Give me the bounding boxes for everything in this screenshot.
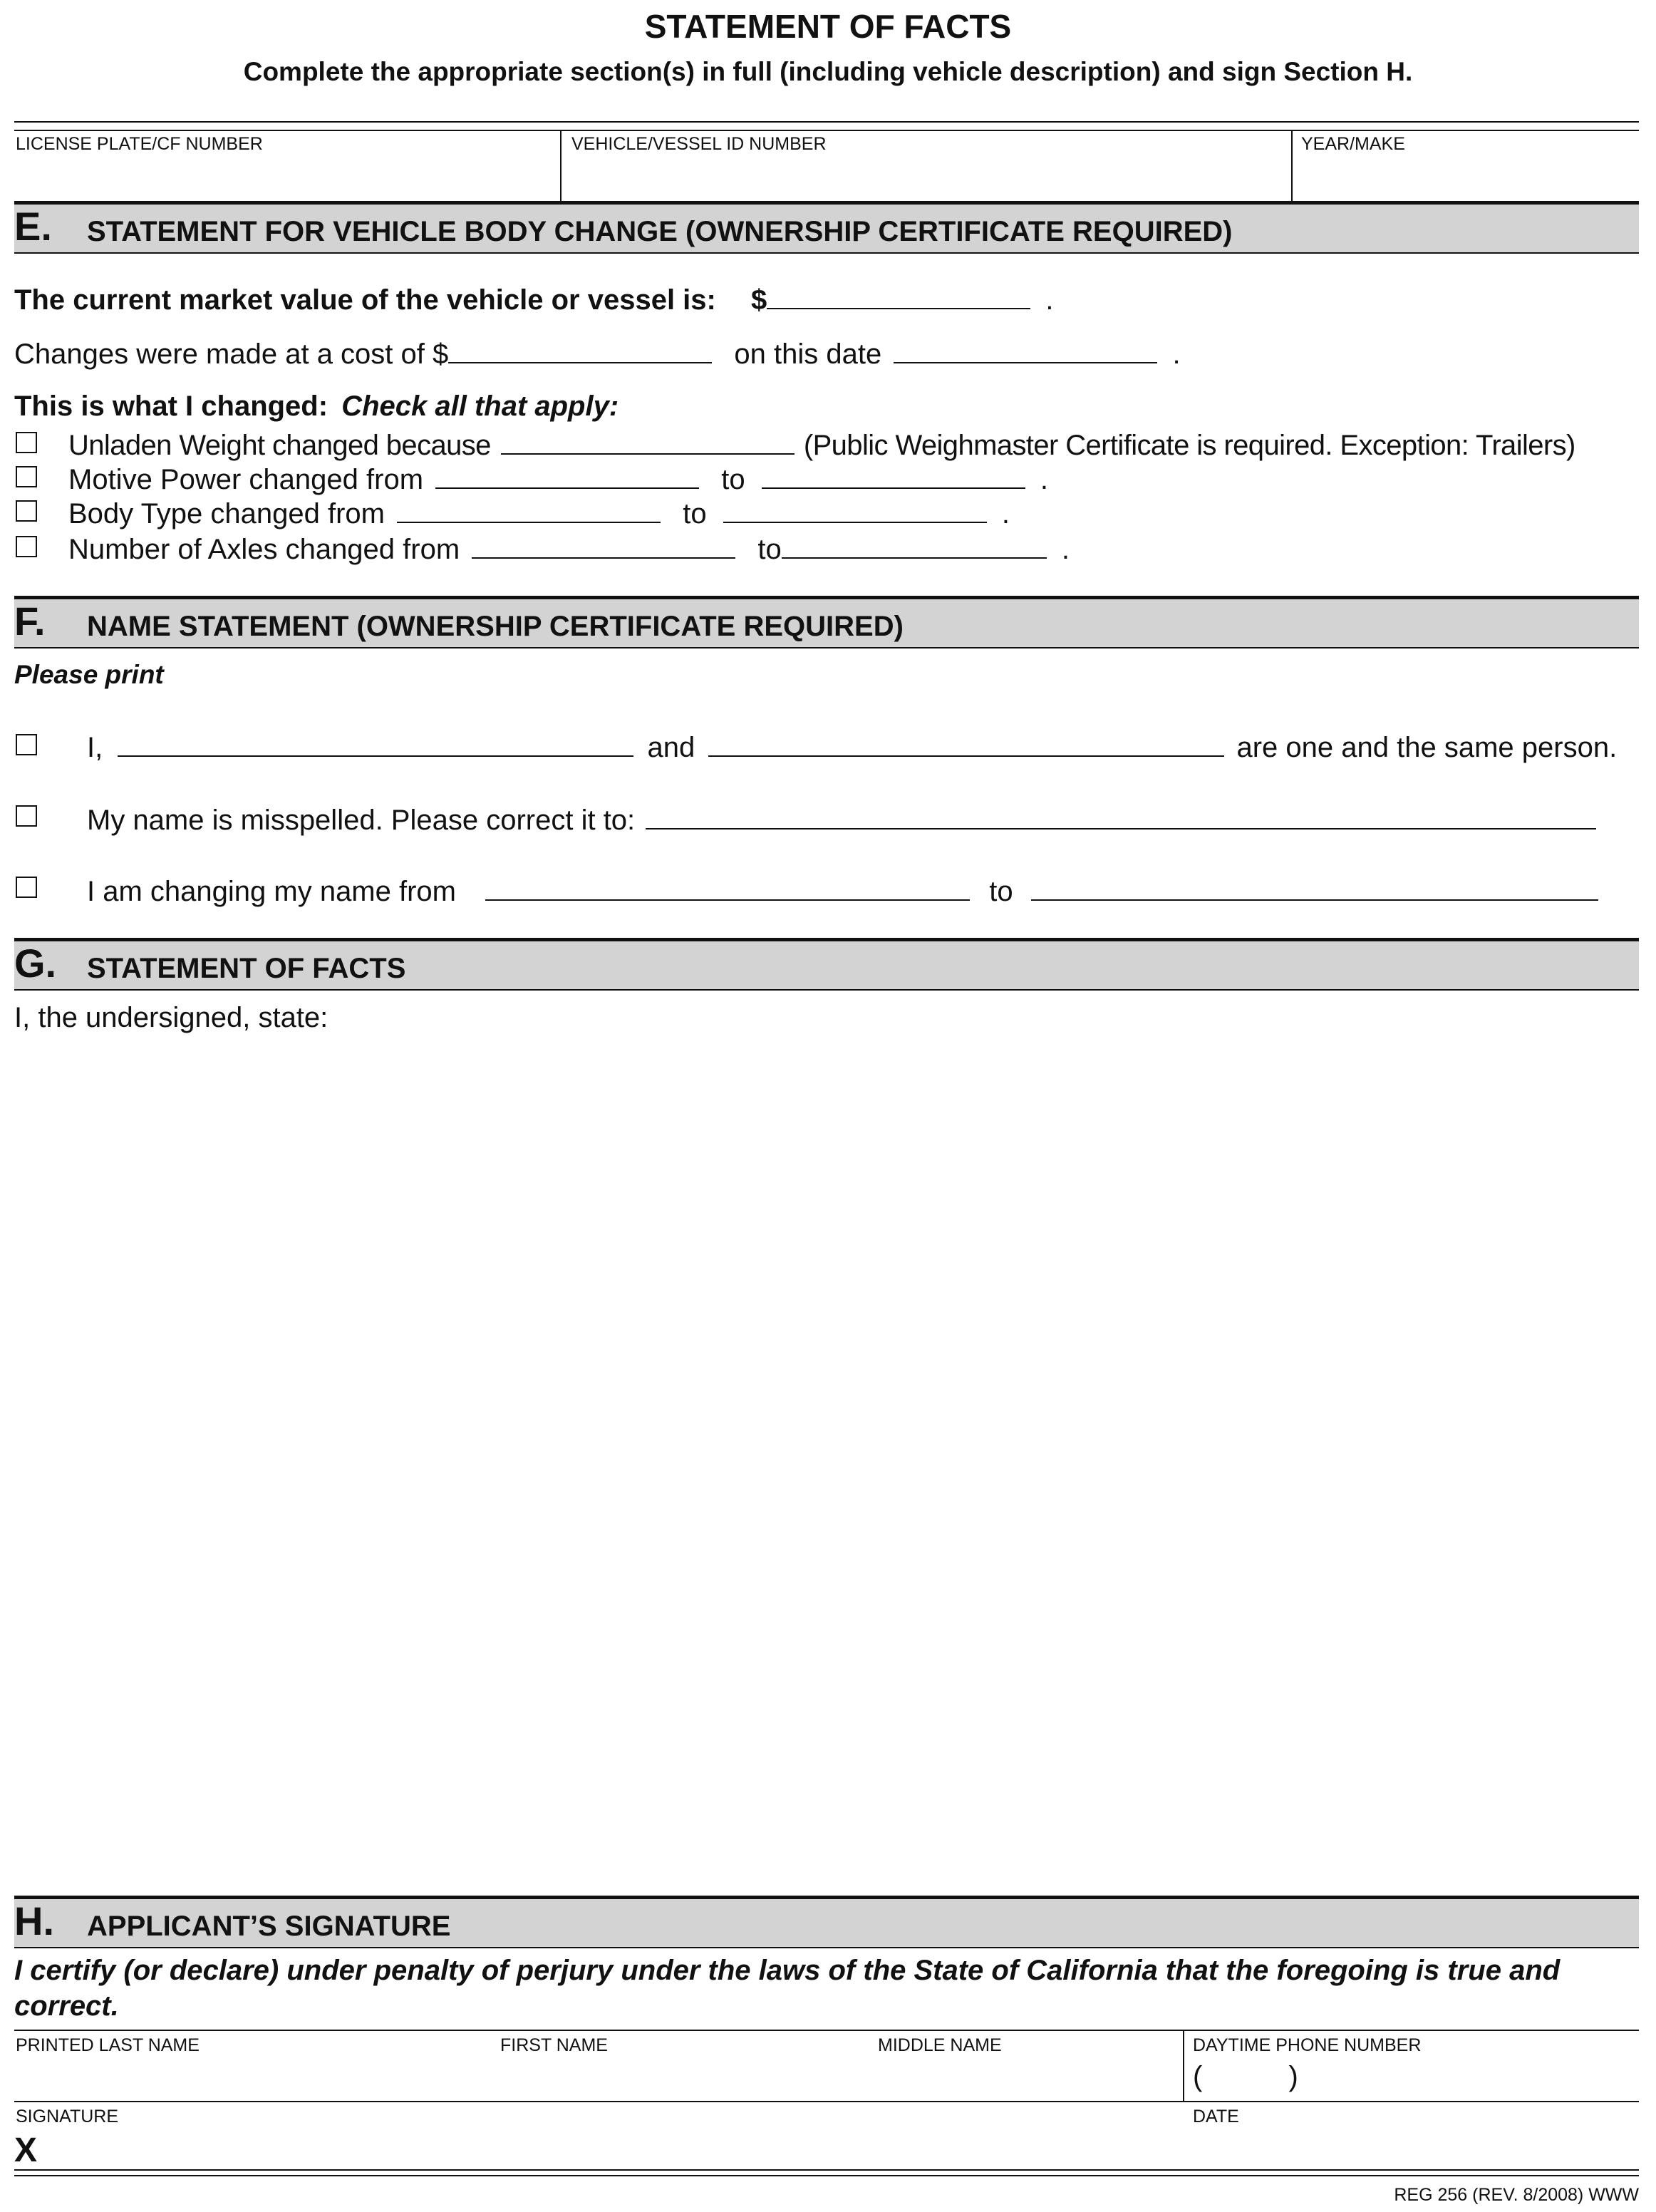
- axles-label: Number of Axles changed from: [68, 534, 460, 565]
- misspelled-checkbox[interactable]: [16, 805, 37, 827]
- section-f-heading: NAME STATEMENT (OWNERSHIP CERTIFICATE REQUIRED): [87, 611, 904, 642]
- section-h-header: [14, 1896, 1639, 1948]
- changed-label: This is what I changed:: [14, 391, 328, 422]
- axles-to-field[interactable]: [782, 532, 1047, 559]
- date-field[interactable]: [1193, 2128, 1635, 2168]
- body-type-to: to: [683, 498, 707, 529]
- vehicle-id-field[interactable]: [564, 155, 1288, 198]
- cost-field[interactable]: [448, 336, 712, 363]
- certify-line-2: correct.: [14, 1990, 119, 2022]
- body-type-checkbox[interactable]: [16, 500, 37, 522]
- vehicle-row-top-rule-2: [14, 130, 1639, 131]
- check-all-label: Check all that apply:: [341, 391, 619, 422]
- form-subtitle: Complete the appropriate section(s) in full (including vehicle description) and sign Section H.: [243, 57, 1413, 86]
- statement-text-area[interactable]: [14, 1040, 1639, 1888]
- unladen-weight-note: (Public Weighmaster Certificate is required. Exception: Trailers): [803, 430, 1575, 461]
- phone-open-paren: (: [1193, 2061, 1203, 2092]
- body-type-label: Body Type changed from: [68, 498, 385, 529]
- market-value-label: The current market value of the vehicle or vessel is:: [14, 284, 716, 316]
- last-name-field[interactable]: [16, 2057, 493, 2098]
- section-h-letter: H.: [14, 1898, 54, 1943]
- phone-divider: [1183, 2030, 1184, 2101]
- middle-name-label: MIDDLE NAME: [878, 2035, 1002, 2055]
- name-change-from-field[interactable]: [485, 874, 970, 901]
- signature-x-mark: X: [14, 2131, 38, 2169]
- first-name-field[interactable]: [499, 2057, 872, 2098]
- vehicle-divider-1: [560, 130, 562, 201]
- same-person-and: and: [647, 732, 695, 763]
- corrected-name-field[interactable]: [646, 802, 1596, 830]
- motive-power-checkbox[interactable]: [16, 466, 37, 487]
- axles-line: [68, 532, 1070, 566]
- date-label: DATE: [1193, 2107, 1239, 2126]
- vehicle-id-label: VEHICLE/VESSEL ID NUMBER: [571, 134, 827, 154]
- unladen-weight-label: Unladen Weight changed because: [68, 430, 491, 461]
- cost-label: Changes were made at a cost of $: [14, 338, 449, 370]
- phone-close-paren: ): [1288, 2061, 1298, 2092]
- body-type-line: [68, 496, 1010, 530]
- market-value-period: .: [1045, 284, 1054, 316]
- section-e-header: [14, 201, 1639, 254]
- motive-power-label: Motive Power changed from: [68, 464, 424, 495]
- section-h-heading: APPLICANT’S SIGNATURE: [87, 1911, 451, 1942]
- first-name-label: FIRST NAME: [500, 2035, 608, 2055]
- certify-line-1: I certify (or declare) under penalty of perjury under the laws of the State of California that the foregoing is true and: [14, 1955, 1561, 1986]
- body-type-period: .: [1001, 498, 1010, 529]
- form-id: REG 256 (REV. 8/2008) WWW: [1394, 2185, 1639, 2205]
- vehicle-divider-2: [1291, 130, 1293, 201]
- body-type-from-field[interactable]: [397, 496, 661, 523]
- axles-period: .: [1061, 534, 1070, 565]
- name-change-checkbox[interactable]: [16, 877, 37, 898]
- body-type-to-field[interactable]: [723, 496, 987, 523]
- name-change-line: [87, 874, 1598, 908]
- cost-date-field[interactable]: [894, 336, 1157, 363]
- middle-name-field[interactable]: [876, 2057, 1179, 2098]
- signature-label: SIGNATURE: [16, 2107, 118, 2126]
- last-name-label: PRINTED LAST NAME: [16, 2035, 200, 2055]
- motive-power-line: [68, 462, 1048, 496]
- name-row-top-rule: [14, 2030, 1639, 2031]
- name-change-from-label: I am changing my name from: [87, 876, 456, 907]
- motive-power-to: to: [721, 464, 745, 495]
- dollar-sign: $: [750, 284, 767, 316]
- changed-line: [14, 391, 619, 423]
- certify-text: [14, 1953, 1560, 2024]
- market-value-field[interactable]: [767, 282, 1030, 309]
- cost-date-label: on this date: [734, 338, 882, 370]
- market-value-line: [14, 282, 1053, 316]
- unladen-weight-field[interactable]: [501, 428, 795, 455]
- license-plate-label: LICENSE PLATE/CF NUMBER: [16, 134, 263, 154]
- license-plate-field[interactable]: [16, 155, 557, 198]
- misspelled-line: [87, 802, 1596, 837]
- axles-to: to: [757, 534, 782, 565]
- same-person-checkbox[interactable]: [16, 734, 37, 755]
- signature-row-bottom-rule: [14, 2169, 1639, 2171]
- vehicle-row-top-rule: [14, 121, 1639, 123]
- same-person-end: are one and the same person.: [1236, 732, 1618, 763]
- section-e-heading: STATEMENT FOR VEHICLE BODY CHANGE (OWNERSHIP CERTIFICATE REQUIRED): [87, 216, 1233, 247]
- year-make-field[interactable]: [1295, 155, 1637, 198]
- unladen-weight-checkbox[interactable]: [16, 432, 37, 453]
- section-g-letter: G.: [14, 941, 57, 986]
- year-make-label: YEAR/MAKE: [1301, 134, 1405, 154]
- motive-power-period: .: [1040, 464, 1048, 495]
- motive-power-to-field[interactable]: [762, 462, 1025, 489]
- same-person-i: I,: [87, 732, 103, 763]
- same-person-name-2-field[interactable]: [708, 730, 1224, 757]
- form-title: STATEMENT OF FACTS: [644, 8, 1012, 45]
- unladen-weight-line: [68, 428, 1575, 462]
- signature-field[interactable]: [57, 2128, 1176, 2168]
- section-g-header: [14, 938, 1639, 991]
- misspelled-label: My name is misspelled. Please correct it to:: [87, 805, 636, 836]
- motive-power-from-field[interactable]: [435, 462, 699, 489]
- axles-checkbox[interactable]: [16, 536, 37, 557]
- section-e-letter: E.: [14, 204, 52, 249]
- cost-period: .: [1172, 338, 1181, 370]
- section-f-header: [14, 596, 1639, 648]
- cost-line: [14, 336, 1181, 371]
- axles-from-field[interactable]: [472, 532, 735, 559]
- please-print-label: Please print: [14, 660, 164, 689]
- phone-label: DAYTIME PHONE NUMBER: [1193, 2035, 1422, 2055]
- same-person-line: [87, 730, 1617, 764]
- signature-row-bottom-rule-2: [14, 2175, 1639, 2176]
- signature-row-top-rule: [14, 2101, 1639, 2102]
- statement-intro: I, the undersigned, state:: [14, 1002, 328, 1033]
- name-change-to-label: to: [989, 876, 1013, 907]
- phone-field[interactable]: [1193, 2061, 1298, 2093]
- section-g-heading: STATEMENT OF FACTS: [87, 953, 406, 984]
- section-f-letter: F.: [14, 599, 46, 644]
- same-person-name-1-field[interactable]: [118, 730, 633, 757]
- name-change-to-field[interactable]: [1031, 874, 1598, 901]
